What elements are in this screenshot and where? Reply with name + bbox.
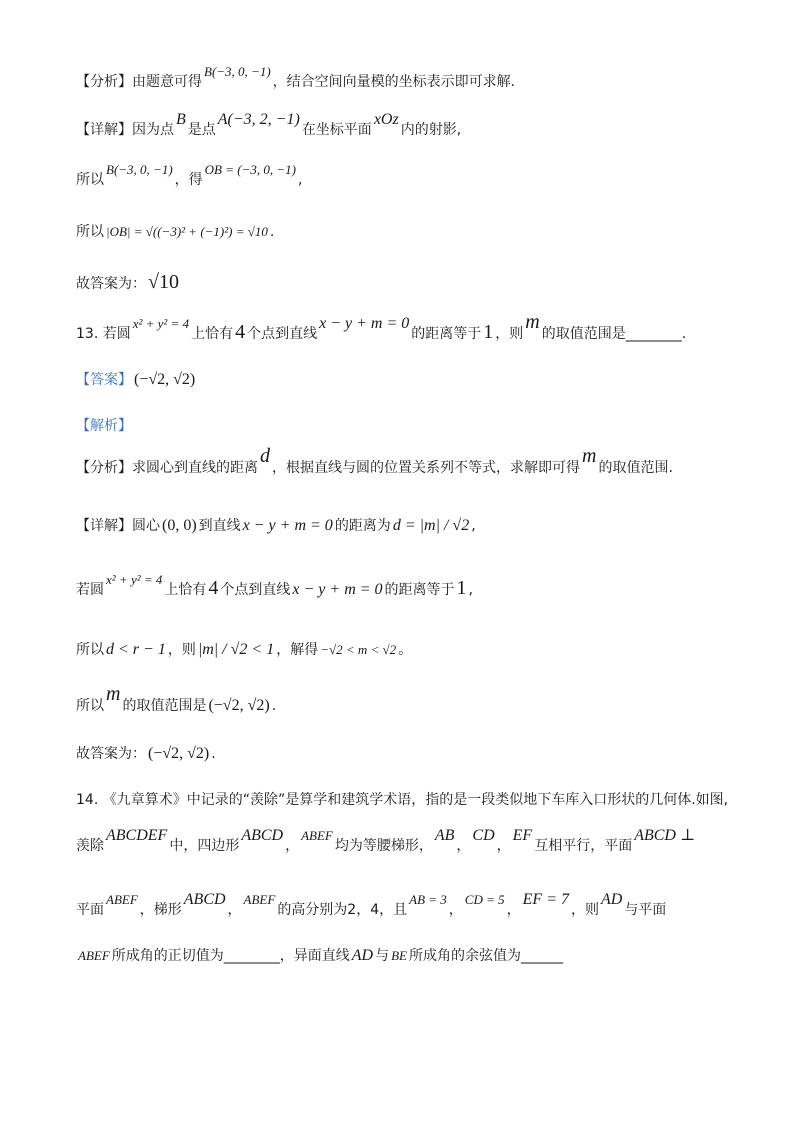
math-ad: AD bbox=[600, 891, 623, 908]
math-ab: AB bbox=[434, 827, 455, 844]
math-vector-ob: OB = (−3, 0, −1) bbox=[204, 162, 296, 177]
detail-text: 【详解】因为点 bbox=[76, 122, 174, 138]
q14c-text-3: ， bbox=[227, 902, 242, 918]
q13-text-5: ，则 bbox=[495, 326, 524, 342]
q14c-text-2: ，梯形 bbox=[139, 902, 182, 918]
text-so: 所以 bbox=[76, 172, 104, 188]
q14c-text-5: ， bbox=[448, 902, 463, 918]
solution-label-13 bbox=[76, 416, 132, 436]
math-be: BE bbox=[391, 948, 407, 963]
fx13-text-3: 的取值范围. bbox=[598, 460, 673, 476]
text-get: ，得 bbox=[174, 172, 203, 188]
xj13e-text-2: . bbox=[211, 746, 216, 762]
xj13c-text-2: ，则 bbox=[167, 642, 196, 658]
math-b-coordinates: B(−3, 0, −1) bbox=[204, 64, 271, 79]
xj13b-text: 若圆 bbox=[76, 582, 104, 598]
q14c-text-4: 的高分别为2，4，且 bbox=[277, 902, 408, 918]
answer-label: 【答案】 bbox=[76, 372, 132, 388]
math-vector-modulus: |OB| = √((−3)² + (−1)²) = √10 bbox=[106, 224, 268, 239]
question-14-line-1 bbox=[76, 790, 728, 810]
solution-label: 【解析】 bbox=[76, 418, 132, 434]
math-four: 4 bbox=[235, 321, 246, 343]
math-cd: CD bbox=[472, 827, 495, 844]
math-abcdef: ABCDEF bbox=[106, 827, 168, 844]
math-abef: ABEF bbox=[106, 892, 138, 907]
xj13-text: 【详解】圆心 bbox=[76, 518, 160, 534]
xj13b-text-3: 个点到直线 bbox=[220, 582, 291, 598]
math-interval: (−√2, √2) bbox=[208, 697, 270, 714]
math-m-range: −√2 < m < √2 bbox=[320, 642, 397, 657]
q14b-text-4: 均为等腰梯形， bbox=[334, 838, 433, 854]
q14b-text-3: ， bbox=[285, 838, 300, 854]
xj13c-text-3: ，解得 bbox=[276, 642, 319, 658]
xj13b-text-4: 的距离等于 bbox=[384, 582, 455, 598]
math-d: d bbox=[260, 445, 270, 467]
detail-13-2 bbox=[76, 572, 473, 600]
q14d-text-2: 与 bbox=[375, 948, 390, 964]
detail-text-4: 内的射影, bbox=[400, 122, 462, 138]
math-b: B bbox=[176, 111, 186, 128]
text-period: . bbox=[269, 224, 275, 240]
analysis-13 bbox=[76, 445, 673, 478]
detail-13-1 bbox=[76, 516, 476, 536]
text-so: 所以 bbox=[76, 224, 104, 240]
xj13e-text: 故答案为： bbox=[76, 746, 146, 762]
math-m: m bbox=[525, 311, 540, 333]
math-one: 1 bbox=[456, 577, 467, 599]
q13-text-3: 个点到直线 bbox=[247, 326, 318, 342]
xj13d-text: 所以 bbox=[76, 698, 104, 714]
fx13-text: 【分析】求圆心到直线的距离 bbox=[76, 460, 258, 476]
math-ad: AD bbox=[351, 947, 374, 964]
math-four: 4 bbox=[208, 577, 219, 599]
q13-text-2: 上恰有 bbox=[191, 326, 234, 342]
q14b-text: 羡除 bbox=[76, 838, 104, 854]
detail-line-12-3 bbox=[76, 222, 274, 242]
q14b-text-2: 中，四边形 bbox=[169, 838, 240, 854]
text-answer-is: 故答案为： bbox=[76, 276, 146, 292]
q14b-text-6: ， bbox=[496, 838, 511, 854]
q13-text-4: 的距离等于 bbox=[411, 326, 482, 342]
detail-13-4 bbox=[76, 683, 277, 716]
xj13d-text-3: . bbox=[271, 698, 277, 714]
answer-line-12 bbox=[76, 272, 181, 294]
math-line-eq: x − y + m = 0 bbox=[319, 315, 410, 332]
xj13c-text: 所以 bbox=[76, 642, 104, 658]
math-ef: EF bbox=[512, 827, 533, 844]
detail-line-12-2 bbox=[76, 162, 303, 190]
xj13d-text-2: 的取值范围是 bbox=[122, 698, 207, 714]
math-b-coordinates: B(−3, 0, −1) bbox=[106, 162, 173, 177]
detail-text-2: 是点 bbox=[187, 122, 216, 138]
math-abef: ABEF bbox=[301, 828, 333, 843]
xj13-text-3: 的距离为 bbox=[334, 518, 391, 534]
analysis-text-rest: ，结合空间向量模的坐标表示即可求解. bbox=[272, 74, 516, 90]
xj13b-text-2: 上恰有 bbox=[164, 582, 207, 598]
q14d-text-3: 所成角的余弦值为______ bbox=[408, 948, 563, 964]
fx13-text-2: ，根据直线与圆的位置关系列不等式，求解即可得 bbox=[272, 460, 580, 476]
analysis-text: 【分析】由题意可得 bbox=[76, 74, 202, 90]
math-d-inequality: d < r − 1 bbox=[106, 641, 166, 658]
math-abef: ABEF bbox=[243, 892, 276, 907]
question-14-line-3 bbox=[76, 891, 667, 920]
math-ab-eq: AB = 3 bbox=[409, 892, 447, 907]
q14c-text: 平面 bbox=[76, 902, 104, 918]
q13-text-6: 的取值范围是________. bbox=[541, 326, 687, 342]
math-abef: ABEF bbox=[78, 948, 110, 963]
question-14-line-2 bbox=[76, 827, 697, 856]
math-abcd-perp: ABCD ⊥ bbox=[634, 827, 696, 844]
math-answer-interval: (−√2, √2) bbox=[134, 371, 196, 388]
detail-13-3 bbox=[76, 640, 412, 660]
question-14-line-4 bbox=[76, 946, 563, 966]
math-interval: (−√2, √2) bbox=[148, 745, 210, 762]
math-xoz: xOz bbox=[373, 111, 399, 128]
q14b-text-7: 互相平行，平面 bbox=[534, 838, 633, 854]
math-abcd: ABCD bbox=[183, 891, 226, 908]
math-line-eq: x − y + m = 0 bbox=[242, 517, 333, 534]
question-13 bbox=[76, 311, 687, 344]
math-one: 1 bbox=[483, 321, 494, 343]
text-comma: , bbox=[297, 172, 303, 188]
q13-text: 13. 若圆 bbox=[76, 326, 131, 342]
q14c-text-6: ， bbox=[506, 902, 521, 918]
math-origin: (0, 0) bbox=[162, 517, 197, 534]
q14d-text: 所成角的正切值为________，异面直线 bbox=[111, 948, 350, 964]
xj13-text-4: , bbox=[471, 518, 476, 534]
q14c-text-7: ，则 bbox=[570, 902, 599, 918]
xj13b-text-5: , bbox=[468, 582, 473, 598]
math-line-eq: x − y + m = 0 bbox=[292, 581, 383, 598]
answer-13-final bbox=[76, 744, 216, 764]
math-m-inequality: |m| / √2 < 1 bbox=[197, 641, 275, 658]
math-sqrt10: √10 bbox=[148, 271, 179, 293]
math-a-coordinates: A(−3, 2, −1) bbox=[217, 111, 300, 128]
analysis-line-12 bbox=[76, 64, 516, 92]
q14c-text-8: 与平面 bbox=[624, 902, 667, 918]
detail-text-3: 在坐标平面 bbox=[301, 122, 372, 138]
q14-text: 14. 《九章算术》中记录的“羡除”是算学和建筑学术语，指的是一段类似地下车库入口形状的几何体.如图, bbox=[76, 792, 729, 808]
answer-13 bbox=[76, 370, 197, 390]
math-circle-eq: x² + y² = 4 bbox=[106, 572, 163, 587]
math-ef-eq: EF = 7 bbox=[522, 891, 569, 908]
math-m: m bbox=[582, 445, 597, 467]
q14b-text-5: ， bbox=[456, 838, 471, 854]
xj13c-text-4: 。 bbox=[398, 642, 413, 658]
math-cd-eq: CD = 5 bbox=[464, 892, 505, 907]
detail-line-12-1 bbox=[76, 111, 462, 140]
math-m: m bbox=[106, 683, 121, 705]
math-distance-formula: d = |m| / √2 bbox=[392, 517, 470, 534]
xj13-text-2: 到直线 bbox=[198, 518, 241, 534]
math-abcd: ABCD bbox=[241, 827, 284, 844]
math-circle-eq: x² + y² = 4 bbox=[132, 316, 190, 331]
